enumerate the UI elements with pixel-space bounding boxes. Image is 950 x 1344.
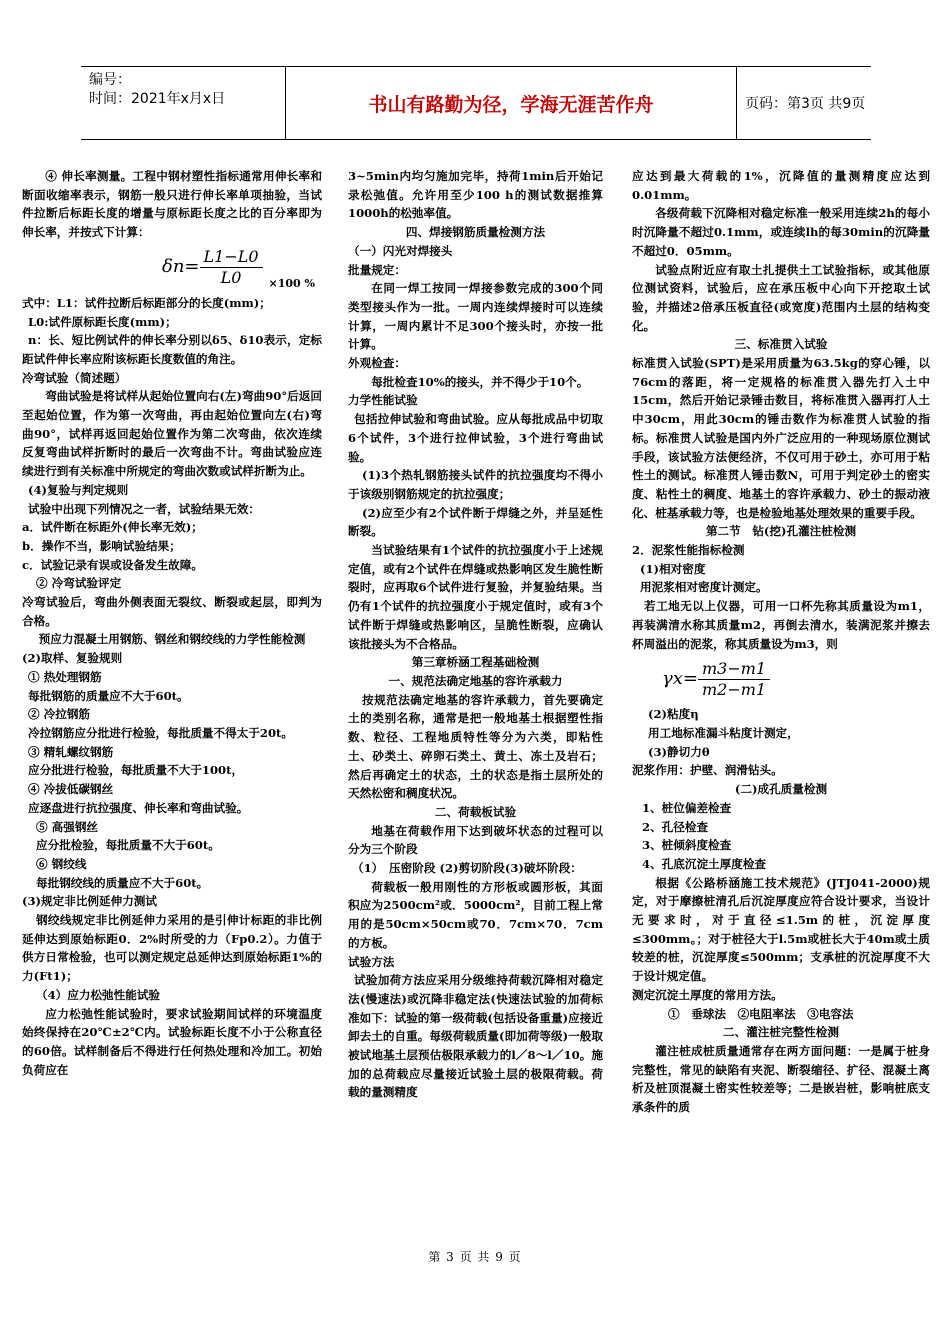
heading: 二、灌注桩完整性检测 bbox=[723, 1025, 839, 1040]
paragraph: 3~5min内均匀施加完毕，持荷1min后开始记录松弛值。允许用至少100 h的测试数据推算1000h的松弛率值。 bbox=[348, 169, 603, 221]
list-item: 4、孔底沉淀土厚度检查 bbox=[642, 856, 767, 871]
paragraph: n：长、短比例试件的伸长率分别以δ5、δ10表示，定标距试件伸长率应附该标距长度数值的角注。 bbox=[22, 333, 322, 366]
paragraph: 标准贯入试验(SPT)是采用质量为63.5kg的穿心锤，以76cm的落距，将一定规格的标准贯入器先打入土中15cm，然后开始记录锤击数目，将标准贯入器再打人土中30cm，用此30cm的锤击数作为标准贯人试验的指标。标准贯人试验是国内外广泛应用的一种现场原位测试手段，该试验方法便经济，不仅可用于砂土，亦可用于粘性土的测试。标准贯人锤击数N，可用于判定砂土的密实度、粘性土的稠度、地基土的容许承载力、砂土的振动液化、桩基承载力等，也是检验地基处理效果的重要手段。 bbox=[632, 356, 930, 520]
paragraph: 荷载板一般用刚性的方形板或圆形板，其面积应为2500cm²或．5000cm²，目前工程上常用的是50cm×50cm或70．7cm×70．7cm的方板。 bbox=[348, 879, 603, 950]
list-item: c．试验记录有误或设备发生故障。 bbox=[22, 557, 203, 572]
heading: 三、标准贯入试验 bbox=[734, 337, 828, 352]
heading: 第二节 钻(挖)孔灌注桩检测 bbox=[705, 524, 857, 539]
paragraph: 测定沉淀土厚度的常用方法。 bbox=[632, 987, 783, 1002]
heading: 批量规定： bbox=[348, 262, 406, 277]
paragraph: 应达到最大荷载的1%，沉降值的量测精度应达到0.01mm。 bbox=[632, 169, 930, 202]
heading: 外观检查： bbox=[348, 356, 406, 371]
list-item: ③ 精轧螺纹钢筋 bbox=[28, 744, 114, 759]
paragraph: 钢绞线规定非比例延伸力采用的是引伸计标距的非比例延伸达到原始标距0．2%时所受的力（Fp0.2）。力值于供方日常检验，也可以测定规定总延伸达到原始标距1%的力(Ft1)； bbox=[22, 913, 322, 984]
formula-denominator: L0 bbox=[220, 268, 242, 288]
formula-numerator: m3−m1 bbox=[698, 659, 770, 680]
list-item: ① 垂球法 ②电阻率法 ③电容法 bbox=[668, 1006, 854, 1021]
formula-fraction bbox=[200, 247, 263, 288]
paragraph: 用工地标准漏斗粘度计测定， bbox=[648, 725, 799, 740]
list-item: b．操作不当，影响试验结果； bbox=[22, 538, 181, 553]
paragraph: 地基在荷载作用下达到破坏状态的过程可以分为三个阶段 bbox=[348, 823, 603, 857]
paragraph: 包括拉伸试验和弯曲试验。应从每批成品中切取6个试件，3个进行拉伸试验，3个进行弯曲试验。 bbox=[348, 412, 603, 464]
heading: (3)规定非比例延伸力测试 bbox=[22, 894, 157, 909]
page-info: 页码：第3页 共9页 bbox=[745, 96, 866, 112]
paragraph: 试验加荷方法应采用分级维持荷载沉降相对稳定法(慢速法)或沉降非稳定法(快速法试验的加荷标准如下：试验的第一级荷载(包括设备重量)应接近卸去土的自重。每级荷载质量(即加荷等级)一般取被试地基土层预估极限承载力的l／8～l／10。施加的总荷载应尽量接近试验土层的极限荷载。荷载的量测精度 bbox=[348, 973, 603, 1100]
page-footer: 第 3 页 共 9 页 bbox=[428, 1250, 522, 1264]
paragraph: 根据《公路桥涵施工技术规范》(JTJ041-2000)规定，对于摩擦桩清孔后沉淀厚度应符合设计要求，当设计无要求时，对于直径≤1.5m的桩，沉淀厚度≤300mm。；对于桩径大于l.5m或桩长大于40m或土质较差的桩，沉淀厚度≤500mm；支承桩的沉淀厚度不大于设计规定值。 bbox=[632, 875, 930, 984]
chapter-title: 第三章桥涵工程基础检测 bbox=[411, 655, 540, 670]
heading: (2)粘度η bbox=[648, 707, 699, 722]
paragraph: 各级荷载下沉降相对稳定标准一般采用连续2h的每小时沉降量不超过0.1mm，或连续lh的每30min的沉降量不超过0．05mm。 bbox=[632, 206, 930, 258]
column-1 bbox=[22, 167, 322, 1079]
page-header bbox=[81, 66, 871, 140]
paragraph: 冷弯试验后，弯曲外侧表面无裂纹、断裂或起层，即判为合格。 bbox=[22, 595, 322, 628]
list-item: 1、桩位偏差检查 bbox=[642, 800, 732, 815]
heading: 预应力混凝土用钢筋、钢丝和钢绞线的力学性能检测 bbox=[38, 632, 306, 647]
heading: （4）应力松弛性能试验 bbox=[36, 987, 161, 1002]
heading: (二)成孔质量检测 bbox=[734, 782, 828, 797]
paragraph: 每批检查10%的接头，并不得少于10个。 bbox=[371, 374, 589, 389]
paragraph: 应力松弛性能试验时，要求试验期间试样的环境温度始终保持在20℃±2℃内。试验标距长度不小于公称直径的60倍。试样制备后不得进行任何热处理和冷加工。初始负荷应在 bbox=[22, 1006, 322, 1077]
paragraph: 试验中出现下列情况之一者，试验结果无效： bbox=[28, 501, 260, 516]
paragraph: (1)3个热轧钢筋接头试件的抗拉强度均不得小于该级别钢筋规定的抗拉强度； bbox=[348, 468, 603, 501]
paragraph: 在同一焊工按同一焊接参数完成的300个同类型接头作为一批。一周内连续焊接时可以连续计算，一周内累计不足300个接头时，亦按一批计算。 bbox=[348, 281, 603, 352]
formula-denominator: m2−m1 bbox=[702, 679, 767, 699]
paragraph: ④ 伸长率测量。工程中钢材塑性指标通常用伸长率和断面收缩率表示，钢筋一般只进行伸长率单项抽验，当试件拉断后标距长度的增量与原标距长度之比的百分率即为伸长率，并按式下计算： bbox=[22, 169, 322, 240]
formula-numerator: L1−L0 bbox=[200, 247, 263, 268]
paragraph: 试验点附近应有取土扎提供土工试验指标，或其他原位测试资料，试验后，应在承压板中心向下开挖取土试验，并描述2倍承压板直径(或宽度)范围内土层的结构变化。 bbox=[632, 262, 930, 333]
paragraph: 应分批检验，每批质量不大于60t。 bbox=[36, 838, 220, 853]
time-label: 时间：2021年x月x日 bbox=[89, 91, 226, 107]
list-item: 3、桩倾斜度检查 bbox=[642, 838, 732, 853]
paragraph: 泥浆作用：护壁、润滑钻头。 bbox=[632, 763, 783, 778]
paragraph: 当试验结果有1个试件的抗拉强度小于上述规定值，或有2个试件在焊缝或热影响区发生脆性断裂时，应再取6个试件进行复验，并复验结果。当仍有1个试件的抗拉强度小于规定值时，或有3个试件断于焊缝或热影响区，呈脆性断裂，应确认该批接头为不合格品。 bbox=[348, 543, 603, 651]
formula-lhs: δn= bbox=[162, 256, 200, 278]
paragraph: 灌注桩成桩质量通常存在两方面问题：一是属于桩身完整性，常见的缺陷有夹泥、断裂缩径、扩径、混凝土离析及桩顶混凝土密实性较差等；二是嵌岩桩，影响桩底支承条件的质 bbox=[632, 1043, 930, 1115]
list-item: ④ 冷拔低碳钢丝 bbox=[28, 782, 114, 797]
list-item: ② 冷拉钢筋 bbox=[28, 707, 91, 722]
heading: 冷弯试验（简述题） bbox=[22, 370, 127, 385]
paragraph: 式中：L1：试件拉断后标距部分的长度(mm)； bbox=[22, 295, 271, 310]
heading: 一、规范法确定地基的容许承载力 bbox=[388, 673, 563, 688]
formula-lhs: γx= bbox=[662, 667, 698, 689]
heading: (1)相对密度 bbox=[640, 561, 706, 576]
heading: 试验方法 bbox=[348, 954, 395, 969]
paragraph: 冷拉钢筋应分批进行检验，每批质量不得太于20t。 bbox=[28, 725, 293, 740]
list-item: ⑥ 钢绞线 bbox=[36, 856, 87, 871]
heading: (4)复验与判定规则 bbox=[28, 482, 129, 497]
paragraph: 应分批进行检验，每批质量不大于100t， bbox=[28, 763, 244, 778]
heading: 力学性能试验 bbox=[348, 393, 418, 408]
list-item: ⑤ 高强钢丝 bbox=[36, 819, 99, 834]
paragraph: （1） 压密阶段 (2)剪切阶段(3)破坏阶段： bbox=[352, 861, 582, 876]
formula-fraction bbox=[698, 659, 770, 700]
paragraph: 每批钢筋的质量应不大于60t。 bbox=[28, 688, 189, 703]
motto: 书山有路勤为径，学海无涯苦作舟 bbox=[285, 67, 737, 139]
heading: 二、荷载板试验 bbox=[434, 804, 517, 819]
formula-elongation bbox=[22, 242, 322, 294]
number-label: 编号： bbox=[89, 72, 131, 88]
heading: ② 冷弯试验评定 bbox=[36, 576, 122, 591]
column-2 bbox=[348, 167, 603, 1102]
paragraph: 按规范法确定地基的容许承载力，首先要确定土的类别名称，通常是把一般地基土根据塑性指数、粒径、工程地质特性等分为六类，即粘性土、砂类土、碎卵石类土、黄土、冻土及岩石；然后再确定土的状态，土的状态是指土层所处的天然松密和稠度状况。 bbox=[348, 692, 603, 801]
column-3 bbox=[632, 167, 930, 1117]
paragraph: 用泥浆相对密度计测定。 bbox=[640, 580, 768, 595]
heading: （一）闪光对焊接头 bbox=[348, 243, 453, 258]
list-item: a．试件断在标距外(伸长率无效)； bbox=[22, 520, 203, 535]
paragraph: (2)应至少有2个试件断于焊缝之外，并呈延性断裂。 bbox=[348, 505, 603, 539]
heading: 2．泥浆性能指标检测 bbox=[632, 543, 745, 558]
paragraph: 若工地无以上仪器，可用一口杯先称其质量设为m1，再装满清水称其质量m2，再倒去清水，装满泥浆并擦去杯周溢出的泥浆，称其质量设为m3，则 bbox=[632, 599, 930, 651]
formula-density bbox=[632, 653, 930, 705]
heading: 四、焊接钢筋质量检测方法 bbox=[405, 225, 546, 240]
header-left bbox=[89, 71, 225, 109]
paragraph: L0:试件原标距长度(mm)； bbox=[28, 314, 177, 329]
paragraph: 弯曲试验是将试样从起始位置向右(左)弯曲90°后返回至起始位置，作为第一次弯曲，再由起始位置向左(右)弯曲90°，试样再返回起始位置作为第二次弯曲，依次连续反复弯曲试样折断时的最后一次弯曲不计。弯曲试验应连续进行到有关标准中所规定的弯曲次数或试样折断为止。 bbox=[22, 389, 322, 479]
heading: (2)取样、复验规则 bbox=[22, 651, 123, 666]
list-item: 2、孔径检查 bbox=[642, 819, 709, 834]
heading: (3)静切力θ bbox=[648, 744, 710, 759]
list-item: ① 热处理钢筋 bbox=[28, 669, 102, 684]
formula-factor: ×100 % bbox=[268, 277, 315, 291]
paragraph: 每批钢绞线的质量应不大于60t。 bbox=[36, 875, 209, 890]
paragraph: 应逐盘进行抗拉强度、伸长率和弯曲试验。 bbox=[28, 800, 249, 815]
